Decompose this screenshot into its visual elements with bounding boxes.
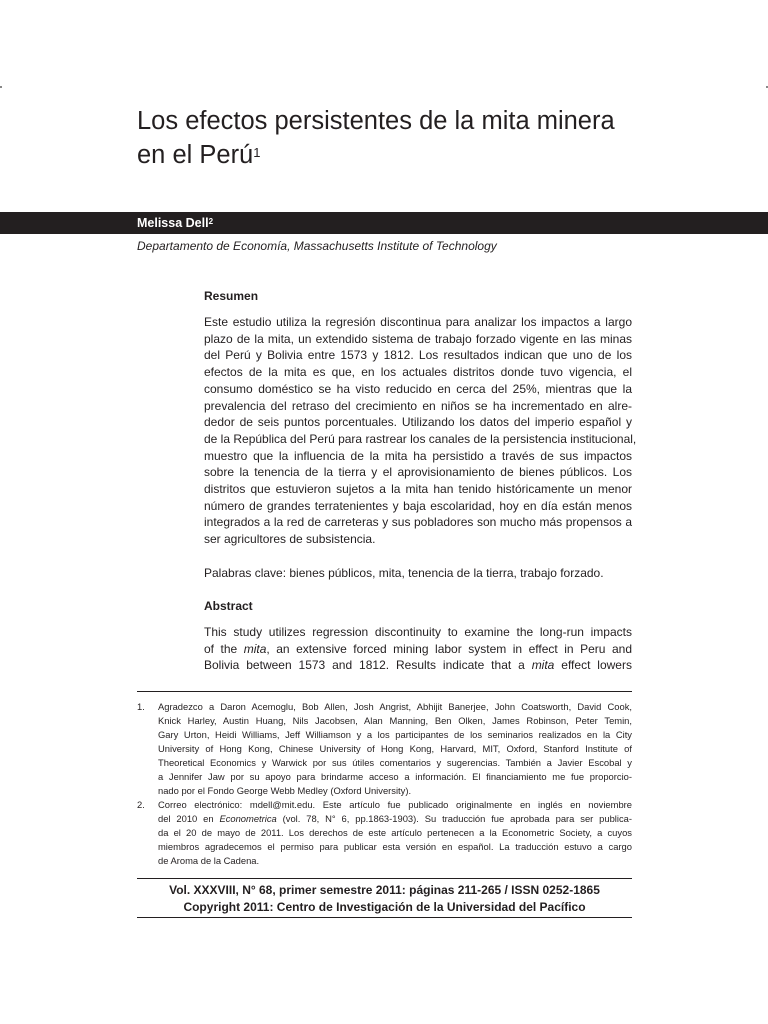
footnote-separator [137, 691, 632, 692]
author-name [137, 215, 213, 231]
footnote-2-text [158, 798, 632, 868]
footnote-2 [137, 798, 632, 868]
resumen-heading: Resumen [204, 289, 259, 303]
resumen-line: muestro que la influencia de la mita ha persistido a través de sus impactos [204, 448, 632, 463]
resumen-line: integrados a la red de carreteras y sus pobladores son mucho más propensos a [204, 515, 632, 530]
footnote-1-line: a Jennifer Jaw por su apoyo para brindarme acceso a información. El financiamiento me fue proporcio- [158, 771, 632, 782]
footnote-1-line: University of Hong Kong, Chinese University of Hong Kong, Harvard, MIT, Oxford, Stanford Institute of [158, 743, 632, 754]
abstract-line-1: This study utilizes regression discontinuity to examine the long-run impacts [204, 625, 632, 639]
abstract-heading: Abstract [204, 599, 253, 613]
title-footnote-marker: 1 [253, 145, 261, 160]
resumen-line: plazo de la mita, un extendido sistema de trabajo forzado vigente en las minas [204, 331, 632, 346]
footnote-1-line: Agradezco a Daron Acemoglu, Bob Allen, Josh Angrist, Abhijit Banerjee, John Coatsworth, David Cook, [158, 701, 632, 712]
resumen-line: prevalencia del retraso del crecimiento en niños se ha incrementado en alre- [204, 398, 632, 413]
footnote-1-text [158, 700, 632, 798]
footer-top-rule [137, 878, 632, 879]
journal-name: Econometrica [219, 813, 277, 824]
abstract-line-2: of the mita, an extensive forced mining labor system in effect in Peru and [204, 641, 632, 656]
footnote-2-number: 2. [137, 799, 145, 810]
author-band [0, 212, 768, 234]
journal-citation: Vol. XXXVIII, N° 68, primer semestre 2011: páginas 211-265 / ISSN 0252-1865 [169, 883, 600, 897]
footnote-2-line: da el 20 de mayo de 2011. Los derechos de este artículo pertenecen a la Econometric Society, a cuyos [158, 827, 632, 838]
footnote-2-line: de Aroma de la Cadena. [158, 855, 260, 866]
footnote-1-line: Gary Urton, Heidi Williams, Jeff Williamson y a los participantes de los seminarios realizados en la City [158, 729, 632, 740]
resumen-body [204, 314, 637, 548]
resumen-line: Este estudio utiliza la regresión discontinua para analizar los impactos a largo [204, 315, 632, 329]
title-line-2: en el Perú [137, 141, 254, 169]
title-line-1: Los efectos persistentes de la mita minera [137, 107, 615, 135]
footnote-2-line: Correo electrónico: mdell@mit.edu. Este artículo fue publicado originalmente en inglés en noviembre [158, 799, 632, 810]
footnote-1-line: Knick Harley, Austin Huang, Nils Jacobsen, Alan Manning, Ben Olken, James Robinson, Peter Temin, [158, 715, 632, 726]
footnote-2-line: miembros agradecemos el permiso para publicar esta versión en español. La traducción estuvo a cargo [158, 841, 632, 852]
copyright-line: Copyright 2011: Centro de Investigación de la Universidad del Pacífico [183, 900, 586, 914]
resumen-line: distritos que estuvieron sujetos a la mita han tenido históricamente un menor [204, 482, 632, 497]
footnote-1-line: nado por el Fondo George Webb Medley (Oxford University). [158, 785, 412, 796]
crop-mark-left [0, 86, 2, 88]
author-name-text: Melissa Dell [137, 216, 209, 230]
article-title [137, 104, 657, 172]
resumen-line: del Perú y Bolivia entre 1573 y 1812. Los resultados indican que uno de los [204, 348, 632, 363]
resumen-line: número de grandes terratenientes y baja escolaridad, hoy en día están menos [204, 498, 632, 513]
author-affiliation: Departamento de Economía, Massachusetts Institute of Technology [137, 239, 497, 253]
resumen-line: dedor de seis puntos porcentuales. Utilizando los datos del imperio español y [204, 415, 632, 430]
resumen-line: ser agricultores de subsistencia. [204, 532, 376, 547]
resumen-line: de la República del Perú para rastrear los canales de la persistencia institucional, [204, 431, 637, 446]
resumen-line: consumo doméstico se ha visto reducido en cerca del 25%, mientras que la [204, 381, 632, 396]
footer-bottom-rule [137, 917, 632, 918]
footnotes [137, 700, 632, 868]
footnote-1-number: 1. [137, 701, 145, 712]
author-footnote-marker: 2 [208, 217, 214, 226]
resumen-line: efectos de la mita es que, en los actuales distritos donde tuvo vigencia, el [204, 365, 632, 380]
footnote-1-line: Theoretical Economics y Warwick por sus útiles comentarios y sugerencias. También a Javier Escobal y [158, 757, 632, 768]
footnote-2-line: del 2010 en Econometrica (vol. 78, N° 6, pp.1863-1903). Su traducción fue aprobada para ser publica- [158, 813, 632, 824]
abstract-line-3: Bolivia between 1573 and 1812. Results indicate that a mita effect lowers [204, 658, 632, 673]
abstract-body [204, 624, 632, 674]
resumen-keywords: Palabras clave: bienes públicos, mita, tenencia de la tierra, trabajo forzado. [204, 566, 604, 580]
footnote-1 [137, 700, 632, 798]
resumen-line: sobre la tenencia de la tierra y el aprovisionamiento de bienes públicos. Los [204, 465, 632, 480]
